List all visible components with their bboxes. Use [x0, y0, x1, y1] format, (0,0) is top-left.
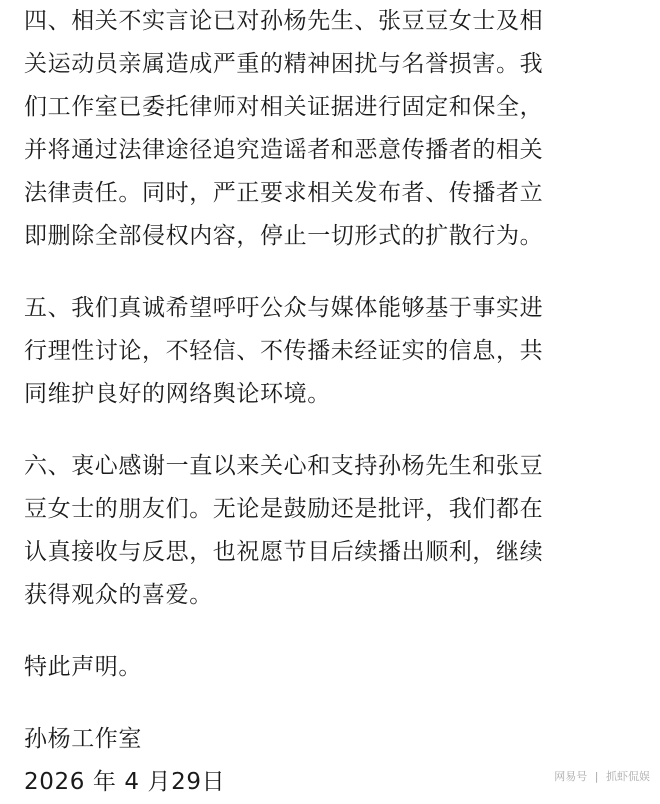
text-line: 五、我们真诚希望呼吁公众与媒体能够基于事实进: [24, 295, 544, 321]
text-line: 并将通过法律途径追究造谣者和恶意传播者的相关: [24, 137, 544, 163]
closing-statement: [24, 646, 644, 689]
text-line: 获得观众的喜爱。: [24, 582, 213, 608]
text-line: 同维护良好的网络舆论环境。: [24, 381, 331, 407]
paragraph-four: [24, 0, 644, 258]
closing-text: 特此声明。: [24, 654, 142, 680]
paragraph-six: [24, 445, 644, 617]
text-line: 法律责任。同时，严正要求相关发布者、传播者立: [24, 180, 544, 206]
paragraph-five: [24, 287, 644, 416]
text-line: 四、相关不实言论已对孙杨先生、张豆豆女士及相: [24, 8, 544, 34]
text-line: 行理性讨论，不轻信、不传播未经证实的信息，共: [24, 338, 544, 364]
source-watermark: [554, 768, 650, 784]
text-line: 关运动员亲属造成严重的精神困扰与名誉损害。我: [24, 51, 544, 77]
text-line: 六、衷心感谢一直以来关心和支持孙杨先生和张豆: [24, 453, 544, 479]
text-line: 认真接收与反思，也祝愿节目后续播出顺利，继续: [24, 539, 544, 565]
signature-block: [24, 718, 644, 804]
text-line: 即删除全部侵权内容，停止一切形式的扩散行为。: [24, 223, 544, 249]
text-line: 豆女士的朋友们。无论是鼓励还是批评，我们都在: [24, 496, 544, 522]
watermark-separator: |: [594, 770, 599, 783]
signature-name: 孙杨工作室: [24, 726, 142, 752]
statement-document: [24, 0, 644, 804]
text-line: 们工作室已委托律师对相关证据进行固定和保全，: [24, 94, 544, 120]
watermark-author: 抓虾侃娱: [606, 770, 650, 783]
signature-date: 2026 年 4 月29日: [24, 769, 226, 795]
watermark-platform: 网易号: [554, 770, 588, 783]
